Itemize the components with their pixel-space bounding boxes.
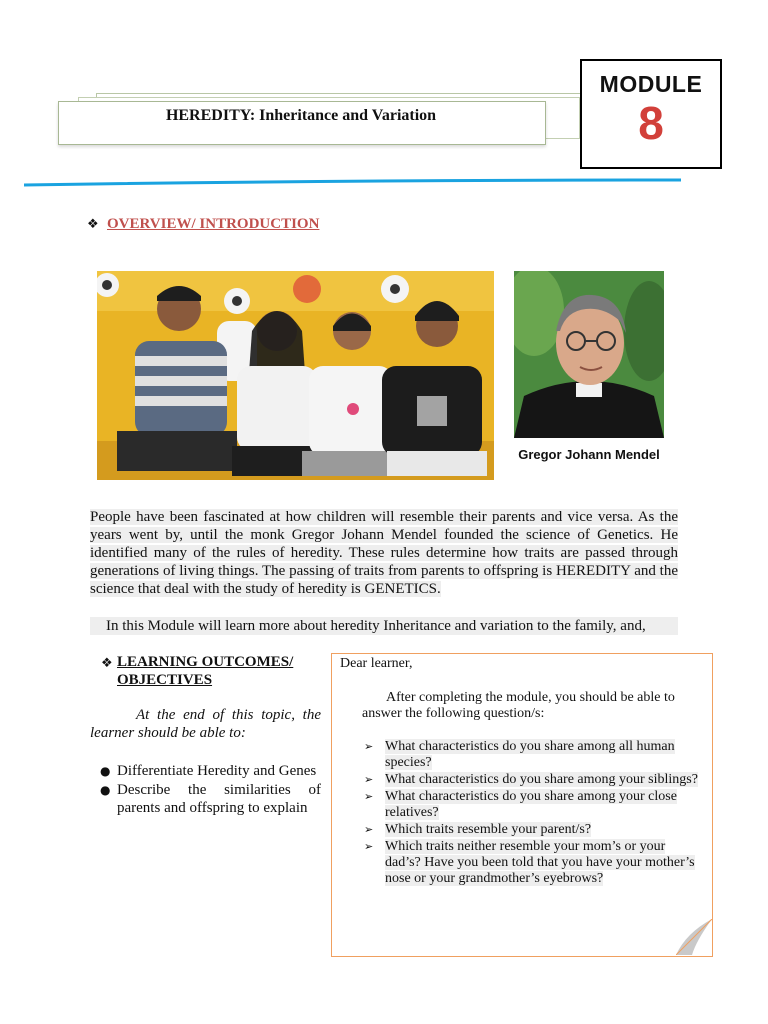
list-item: ● Describe the similarities of parents and offspring to explain: [100, 782, 321, 816]
diamond-bullet-icon: ❖: [87, 217, 99, 232]
list-item: ➢ What characteristics do you share among all human species?: [364, 739, 675, 770]
arrow-bullet-icon: ➢: [364, 773, 374, 786]
module-number: 8: [638, 97, 664, 149]
questions-list: [362, 739, 702, 888]
list-item: ➢ What characteristics do you share among your close relatives?: [364, 789, 677, 820]
bullet-icon: ●: [100, 783, 111, 797]
mendel-portrait: [514, 271, 664, 438]
intro-paragraph-2: In this Module will learn more about heredity Inheritance and variation to the family, and,: [90, 617, 678, 635]
list-item: ● Differentiate Heredity and Genes: [100, 763, 317, 779]
overview-heading: OVERVIEW/ INTRODUCTION: [107, 216, 320, 232]
intro-paragraph-text: People have been fascinated at how children will resemble their parents and vice versa. As the years went by, until the monk Gregor Johann Mendel founded the science of Genetics. He identified many of the rules of heredity. These rules determine how traits are passed through generations of living things. The passing of traits from parents to offspring is HEREDITY and the science that deal with the study of heredity is GENETICS.: [90, 509, 678, 597]
page-curl-icon: [676, 919, 712, 955]
note-greeting: Dear learner,: [340, 656, 413, 671]
family-photo: [97, 271, 494, 480]
mendel-caption: Gregor Johann Mendel: [518, 447, 660, 462]
list-item: ➢ What characteristics do you share among your siblings?: [364, 772, 698, 787]
header-divider-line: [24, 178, 681, 188]
arrow-bullet-icon: ➢: [364, 840, 374, 853]
diamond-bullet-icon: ❖: [101, 656, 113, 671]
arrow-bullet-icon: ➢: [364, 740, 374, 753]
intro-paragraph: [90, 508, 678, 598]
list-item: ➢ Which traits neither resemble your mom’s or your dad’s? Have you been told that you have your mother’s nose or your grandmother’s eyebrows?: [364, 839, 695, 886]
bullet-icon: ●: [100, 764, 111, 778]
list-item: ➢ Which traits resemble your parent/s?: [364, 822, 592, 837]
outcomes-list: [90, 762, 321, 818]
page-title: HEREDITY: Inheritance and Variation: [165, 107, 437, 124]
module-label: MODULE: [599, 71, 703, 97]
module-box: [580, 59, 722, 169]
arrow-bullet-icon: ➢: [364, 823, 374, 836]
outcomes-intro: At the end of this topic, the learner should be able to:: [90, 707, 321, 741]
outcomes-heading: LEARNING OUTCOMES/ OBJECTIVES: [117, 654, 294, 688]
arrow-bullet-icon: ➢: [364, 790, 374, 803]
note-intro: After completing the module, you should be able to answer the following question/s:: [362, 690, 675, 721]
